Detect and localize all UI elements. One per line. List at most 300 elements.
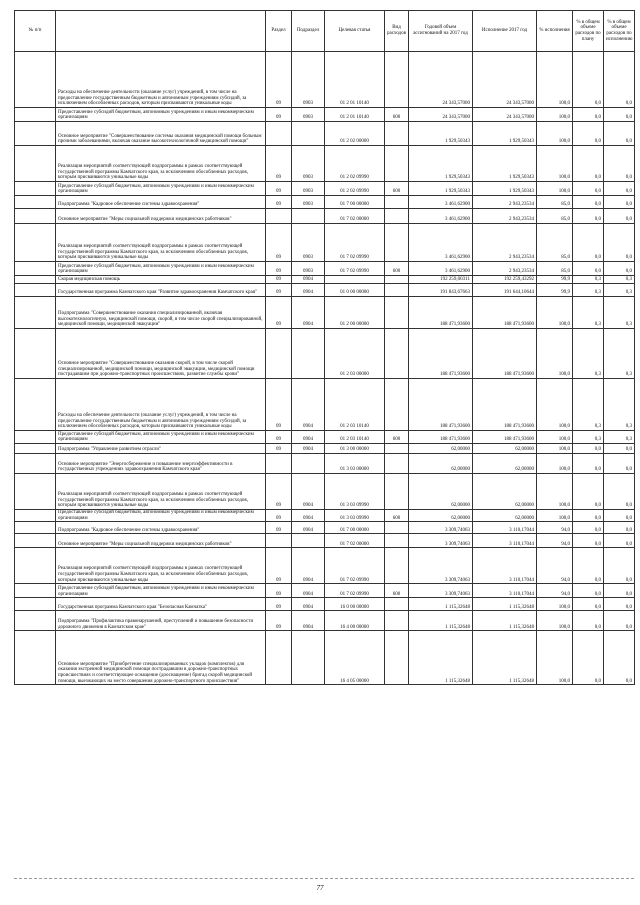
cell-executed: 2 943,23534 [473, 196, 537, 209]
cell-num [15, 182, 56, 196]
cell-pct-total: 0,0 [604, 534, 635, 548]
cell-expense-type [385, 474, 409, 510]
cell-annual: 62,00000 [409, 474, 473, 510]
table-row [15, 379, 635, 431]
cell-pct-exec: 100,0 [537, 297, 573, 329]
cell-pct-total: 0,0 [604, 584, 635, 598]
cell-pct-total: 0,3 [604, 379, 635, 431]
cell-executed: 188 471,93600 [473, 431, 537, 444]
header-pct-total: % в общем объеме расходов по исполнению [604, 11, 635, 52]
cell-target: 01 2 01 10140 [325, 108, 385, 122]
cell-target: 01 3 00 00000 [325, 444, 385, 454]
cell-name: Государственная программа Камчатского края "Безопасная Камчатка" [56, 598, 266, 611]
cell-expense-type: 600 [385, 431, 409, 444]
cell-pct-plan: 0,0 [573, 196, 604, 209]
cell-num [15, 276, 56, 284]
cell-target: 01 7 02 09990 [325, 262, 385, 276]
cell-executed: 1 929,50343 [473, 146, 537, 182]
cell-target [325, 276, 385, 284]
cell-executed: 62,00000 [473, 474, 537, 510]
cell-annual: 188 471,93600 [409, 297, 473, 329]
cell-annual: 1 115,32648 [409, 611, 473, 631]
cell-subsection [292, 209, 325, 224]
table-row [15, 146, 635, 182]
cell-section: 09 [266, 379, 292, 431]
cell-pct-total: 0,0 [604, 196, 635, 209]
cell-annual: 62,00000 [409, 454, 473, 474]
cell-target: 01 3 03 00000 [325, 454, 385, 474]
cell-pct-exec: 94,0 [537, 522, 573, 534]
cell-subsection: 0903 [292, 196, 325, 209]
cell-subsection [292, 534, 325, 548]
cell-expense-type [385, 196, 409, 209]
cell-subsection: 0904 [292, 276, 325, 284]
cell-name: Подпрограмма "Кадровое обеспечение системы здравоохранения" [56, 522, 266, 534]
cell-target: 01 2 03 00000 [325, 329, 385, 379]
cell-num [15, 431, 56, 444]
cell-executed: 62,00000 [473, 510, 537, 522]
cell-expense-type [385, 284, 409, 297]
cell-section [266, 329, 292, 379]
cell-num [15, 454, 56, 474]
cell-annual: 188 471,93600 [409, 431, 473, 444]
cell-pct-exec: 99,9 [537, 284, 573, 297]
table-row [15, 474, 635, 510]
cell-pct-exec: 94,0 [537, 534, 573, 548]
cell-pct-exec: 100,0 [537, 454, 573, 474]
table-row [15, 534, 635, 548]
cell-subsection: 0904 [292, 444, 325, 454]
cell-annual: 24 343,57000 [409, 52, 473, 108]
cell-section: 09 [266, 611, 292, 631]
cell-subsection: 0904 [292, 431, 325, 444]
cell-executed: 3 110,17044 [473, 548, 537, 584]
cell-pct-exec: 85,0 [537, 262, 573, 276]
cell-target: 01 3 03 09990 [325, 474, 385, 510]
header-executed: Исполнение 2017 год [473, 11, 537, 52]
cell-executed: 191 644,10644 [473, 284, 537, 297]
cell-executed: 1 115,32648 [473, 631, 537, 685]
cell-section [266, 454, 292, 474]
cell-pct-exec: 100,0 [537, 474, 573, 510]
budget-table [14, 10, 635, 685]
cell-pct-total: 0,0 [604, 444, 635, 454]
cell-pct-plan: 0,0 [573, 224, 604, 262]
cell-pct-total: 0,0 [604, 454, 635, 474]
cell-annual: 1 115,32648 [409, 598, 473, 611]
cell-pct-plan: 0,0 [573, 611, 604, 631]
cell-section: 09 [266, 598, 292, 611]
cell-expense-type [385, 548, 409, 584]
cell-pct-plan: 0,3 [573, 284, 604, 297]
cell-pct-total: 0,0 [604, 52, 635, 108]
cell-target: 01 7 02 09990 [325, 548, 385, 584]
cell-expense-type [385, 454, 409, 474]
cell-pct-exec: 100,0 [537, 146, 573, 182]
cell-name: Предоставление субсидий бюджетным, автономным учреждениям и иным некоммерческим организациям [56, 510, 266, 522]
cell-executed: 62,00000 [473, 454, 537, 474]
cell-pct-total: 0,0 [604, 510, 635, 522]
cell-section [266, 122, 292, 146]
cell-expense-type [385, 276, 409, 284]
cell-expense-type [385, 444, 409, 454]
cell-section: 09 [266, 146, 292, 182]
cell-num [15, 146, 56, 182]
cell-executed: 2 943,23534 [473, 224, 537, 262]
table-row [15, 598, 635, 611]
cell-pct-total: 0,0 [604, 108, 635, 122]
cell-pct-total: 0,0 [604, 224, 635, 262]
cell-name: Основное мероприятие "Меры социальной поддержки медицинских работников" [56, 534, 266, 548]
cell-expense-type [385, 224, 409, 262]
table-header-row [15, 11, 635, 52]
cell-pct-total: 0,3 [604, 276, 635, 284]
cell-expense-type [385, 122, 409, 146]
cell-subsection: 0904 [292, 379, 325, 431]
cell-pct-plan: 0,0 [573, 122, 604, 146]
cell-annual: 24 343,57000 [409, 108, 473, 122]
cell-executed: 1 115,32648 [473, 611, 537, 631]
cell-subsection: 0903 [292, 146, 325, 182]
cell-num [15, 224, 56, 262]
cell-target: 01 7 00 00000 [325, 522, 385, 534]
cell-expense-type [385, 631, 409, 685]
cell-subsection: 0904 [292, 297, 325, 329]
cell-expense-type [385, 146, 409, 182]
cell-section: 09 [266, 297, 292, 329]
cell-section: 09 [266, 196, 292, 209]
table-row [15, 276, 635, 284]
cell-expense-type [385, 611, 409, 631]
cell-annual: 1 929,50343 [409, 122, 473, 146]
cell-expense-type: 600 [385, 584, 409, 598]
table-row [15, 611, 635, 631]
cell-annual: 188 471,93600 [409, 379, 473, 431]
cell-pct-total: 0,0 [604, 182, 635, 196]
cell-section: 09 [266, 284, 292, 297]
cell-pct-plan: 0,3 [573, 431, 604, 444]
cell-num [15, 196, 56, 209]
cell-target: 01 2 02 09990 [325, 146, 385, 182]
cell-pct-plan: 0,3 [573, 329, 604, 379]
cell-pct-plan: 0,0 [573, 522, 604, 534]
cell-executed: 3 110,17044 [473, 534, 537, 548]
cell-subsection: 0904 [292, 474, 325, 510]
cell-annual: 3 461,62900 [409, 262, 473, 276]
cell-num [15, 631, 56, 685]
cell-pct-total: 0,0 [604, 631, 635, 685]
page-number: 77 [316, 884, 324, 892]
cell-subsection: 0904 [292, 522, 325, 534]
cell-pct-plan: 0,0 [573, 534, 604, 548]
cell-executed: 62,00000 [473, 444, 537, 454]
cell-pct-plan: 0,3 [573, 276, 604, 284]
cell-name: Реализация мероприятий соответствующей подпрограммы в рамках соответствующей государственной программы Камчатского края, за исключением обособленных расходов, которым присваиваются уникальные коды [56, 146, 266, 182]
cell-num [15, 444, 56, 454]
cell-pct-total: 0,0 [604, 611, 635, 631]
cell-expense-type [385, 329, 409, 379]
cell-section: 09 [266, 431, 292, 444]
cell-subsection: 0903 [292, 262, 325, 276]
cell-name: Государственная программа Камчатского края "Развитие здравоохранения Камчатского края" [56, 284, 266, 297]
cell-annual: 3 461,62900 [409, 196, 473, 209]
cell-pct-exec: 100,0 [537, 52, 573, 108]
cell-pct-plan: 0,0 [573, 510, 604, 522]
cell-target: 16 0 00 00000 [325, 598, 385, 611]
cell-section: 09 [266, 182, 292, 196]
cell-num [15, 122, 56, 146]
table-row [15, 454, 635, 474]
cell-name: Основное мероприятие "Приобретение специализированных укладок (комплектов) для оказания экстренной медицинской помощи пострадавшим в дорожно-транспортных происшествиях и соответствующее оснащение (дооснащение) бригад скорой медицинской помощи, выезжающих на место совершения дорожно-транспортного происшествия" [56, 631, 266, 685]
cell-name: Предоставление субсидий бюджетным, автономным учреждениям и иным некоммерческим организациям [56, 182, 266, 196]
cell-target: 01 0 00 00000 [325, 284, 385, 297]
cell-target: 01 2 01 10140 [325, 52, 385, 108]
cell-pct-plan: 0,0 [573, 454, 604, 474]
cell-annual: 3 309,74063 [409, 522, 473, 534]
cell-pct-exec: 100,0 [537, 631, 573, 685]
cell-annual: 1 115,32648 [409, 631, 473, 685]
cell-executed: 192 259,43292 [473, 276, 537, 284]
table-row [15, 548, 635, 584]
cell-num [15, 522, 56, 534]
cell-num [15, 510, 56, 522]
cell-pct-total: 0,3 [604, 329, 635, 379]
cell-pct-exec: 94,0 [537, 548, 573, 584]
cell-expense-type [385, 297, 409, 329]
cell-target: 16 4 05 00000 [325, 631, 385, 685]
table-row [15, 297, 635, 329]
cell-pct-plan: 0,0 [573, 584, 604, 598]
cell-executed: 24 343,57000 [473, 52, 537, 108]
cell-name: Подпрограмма "Совершенствование оказания специализированной, включая высокотехнологичную, медицинской помощи, скорой, в том числе скорой специализированной, медицинской помощи, медицинской эвакуации" [56, 297, 266, 329]
cell-pct-plan: 0,0 [573, 474, 604, 510]
cell-num [15, 598, 56, 611]
table-row [15, 329, 635, 379]
cell-target: 01 2 00 00000 [325, 297, 385, 329]
cell-name: Основное мероприятие "Энергосбережение и повышение энергоэффективности в государственных учреждениях здравоохранения Камчатского края" [56, 454, 266, 474]
header-subsection: Подраздел [292, 11, 325, 52]
cell-subsection: 0904 [292, 611, 325, 631]
cell-target: 01 2 03 10140 [325, 379, 385, 431]
cell-executed: 1 115,32648 [473, 598, 537, 611]
cell-num [15, 108, 56, 122]
cell-executed: 188 471,93600 [473, 379, 537, 431]
cell-section: 09 [266, 276, 292, 284]
cell-target: 01 7 02 09990 [325, 224, 385, 262]
cell-section: 09 [266, 548, 292, 584]
cell-target: 01 7 00 00000 [325, 196, 385, 209]
table-row [15, 182, 635, 196]
cell-name: Реализация мероприятий соответствующей подпрограммы в рамках соответствующей государственной программы Камчатского края, за исключением обособленных расходов, которым присваиваются уникальные коды [56, 224, 266, 262]
cell-num [15, 534, 56, 548]
cell-pct-exec: 100,0 [537, 379, 573, 431]
cell-annual: 188 471,93600 [409, 329, 473, 379]
cell-pct-total: 0,0 [604, 209, 635, 224]
table-row [15, 444, 635, 454]
cell-executed: 188 471,93600 [473, 297, 537, 329]
cell-pct-plan: 0,0 [573, 52, 604, 108]
cell-pct-total: 0,0 [604, 522, 635, 534]
cell-section: 09 [266, 522, 292, 534]
cell-pct-exec: 100,0 [537, 598, 573, 611]
cell-pct-exec: 100,0 [537, 510, 573, 522]
cell-section: 09 [266, 510, 292, 522]
cell-subsection [292, 454, 325, 474]
cell-pct-total: 0,3 [604, 297, 635, 329]
cell-num [15, 297, 56, 329]
cell-annual: 191 843,67663 [409, 284, 473, 297]
cell-subsection [292, 631, 325, 685]
cell-target: 01 2 02 09990 [325, 182, 385, 196]
cell-target: 01 2 03 10140 [325, 431, 385, 444]
cell-pct-plan: 0,0 [573, 182, 604, 196]
cell-pct-exec: 100,0 [537, 108, 573, 122]
cell-subsection: 0903 [292, 52, 325, 108]
cell-num [15, 284, 56, 297]
cell-expense-type: 600 [385, 510, 409, 522]
table-row [15, 196, 635, 209]
cell-subsection [292, 122, 325, 146]
cell-pct-exec: 99,9 [537, 276, 573, 284]
cell-expense-type [385, 598, 409, 611]
cell-executed: 2 943,23534 [473, 209, 537, 224]
cell-subsection [292, 329, 325, 379]
table-row [15, 209, 635, 224]
cell-pct-total: 0,3 [604, 284, 635, 297]
budget-execution-sheet [14, 10, 634, 685]
cell-annual: 3 309,74063 [409, 548, 473, 584]
cell-subsection: 0903 [292, 224, 325, 262]
cell-pct-total: 0,0 [604, 548, 635, 584]
cell-target: 01 7 02 00000 [325, 534, 385, 548]
cell-section: 09 [266, 584, 292, 598]
cell-num [15, 611, 56, 631]
cell-pct-total: 0,3 [604, 431, 635, 444]
cell-name: Основное мероприятие "Меры социальной поддержки медицинских работников" [56, 209, 266, 224]
cell-subsection: 0903 [292, 182, 325, 196]
cell-name: Расходы на обеспечение деятельности (оказание услуг) учреждений, в том числе на предоставление государственным бюджетным и автономным учреждениям субсидий, за исключением обособленных расходов, которым присваиваются уникальные коды [56, 379, 266, 431]
cell-pct-exec: 100,0 [537, 611, 573, 631]
cell-target: 01 2 02 00000 [325, 122, 385, 146]
cell-name: Подпрограмма "Профилактика правонарушений, преступлений и повышение безопасности дорожного движения в Камчатском крае" [56, 611, 266, 631]
table-row [15, 631, 635, 685]
cell-pct-plan: 0,3 [573, 379, 604, 431]
cell-annual: 62,00000 [409, 444, 473, 454]
cell-pct-exec: 100,0 [537, 329, 573, 379]
cell-target: 16 4 00 00000 [325, 611, 385, 631]
cell-subsection: 0904 [292, 284, 325, 297]
cell-pct-exec: 94,0 [537, 584, 573, 598]
table-row [15, 431, 635, 444]
cell-pct-exec: 100,0 [537, 431, 573, 444]
cell-name: Предоставление субсидий бюджетным, автономным учреждениям и иным некоммерческим организациям [56, 584, 266, 598]
cell-pct-total: 0,0 [604, 474, 635, 510]
cell-annual: 1 929,50343 [409, 182, 473, 196]
header-annual: Годовой объем ассигнований на 2017 год [409, 11, 473, 52]
cell-num [15, 209, 56, 224]
cell-subsection: 0904 [292, 598, 325, 611]
cell-name: Реализация мероприятий соответствующей подпрограммы в рамках соответствующей государственной программы Камчатского края, за исключением обособленных расходов, которым присваиваются уникальные коды [56, 474, 266, 510]
cell-section: 09 [266, 52, 292, 108]
cell-pct-plan: 0,0 [573, 146, 604, 182]
cell-pct-plan: 0,0 [573, 262, 604, 276]
cell-num [15, 262, 56, 276]
cell-section: 09 [266, 224, 292, 262]
cell-name: Расходы на обеспечение деятельности (оказание услуг) учреждений, в том числе на предоставление государственным бюджетным и автономным учреждениям субсидий, за исключением обособленных расходов, которым присваиваются уникальные коды [56, 52, 266, 108]
cell-name: Основное мероприятие "Совершенствование системы оказания медицинской помощи больным прочими заболеваниями, включая оказание высокотехнологичной медицинской помощи" [56, 122, 266, 146]
cell-executed: 2 943,23534 [473, 262, 537, 276]
header-name [56, 11, 266, 52]
table-row [15, 584, 635, 598]
cell-name: Предоставление субсидий бюджетным, автономным учреждениям и иным некоммерческим организациям [56, 262, 266, 276]
cell-subsection: 0904 [292, 548, 325, 584]
cell-name: Основное мероприятие "Совершенствование оказания скорой, в том числе скорой специализированной, медицинской помощи, медицинской эвакуации, медицинской помощи пострадавшим при дорожно-транспортных происшествиях, развитие службы крови" [56, 329, 266, 379]
cell-target: 01 3 03 09990 [325, 510, 385, 522]
cell-subsection: 0904 [292, 510, 325, 522]
table-row [15, 108, 635, 122]
cell-target: 01 7 02 09990 [325, 584, 385, 598]
cell-name: Предоставление субсидий бюджетным, автономным учреждениям и иным некоммерческим организациям [56, 431, 266, 444]
cell-name: Подпрограмма "Управление развитием отрасли" [56, 444, 266, 454]
cell-name: Предоставление субсидий бюджетным, автономным учреждениям и иным некоммерческим организациям [56, 108, 266, 122]
cell-expense-type [385, 522, 409, 534]
cell-subsection: 0904 [292, 584, 325, 598]
cell-name: Скорая медицинская помощь [56, 276, 266, 284]
cell-num [15, 548, 56, 584]
cell-executed: 3 110,17044 [473, 522, 537, 534]
table-row [15, 284, 635, 297]
cell-target: 01 7 02 00000 [325, 209, 385, 224]
cell-num [15, 474, 56, 510]
cell-pct-plan: 0,0 [573, 209, 604, 224]
cell-expense-type: 600 [385, 182, 409, 196]
cell-executed: 3 110,17044 [473, 584, 537, 598]
cell-pct-plan: 0,0 [573, 548, 604, 584]
cell-section: 09 [266, 108, 292, 122]
cell-annual: 1 929,50343 [409, 146, 473, 182]
cell-pct-exec: 100,0 [537, 182, 573, 196]
cell-pct-plan: 0,0 [573, 108, 604, 122]
table-row [15, 262, 635, 276]
table-row [15, 122, 635, 146]
cell-pct-plan: 0,0 [573, 631, 604, 685]
cell-pct-exec: 100,0 [537, 444, 573, 454]
header-target: Целевая статья [325, 11, 385, 52]
cell-annual: 62,00000 [409, 510, 473, 522]
cell-num [15, 329, 56, 379]
cell-executed: 24 343,57000 [473, 108, 537, 122]
cell-annual: 3 309,74063 [409, 584, 473, 598]
cell-num [15, 379, 56, 431]
cell-name: Подпрограмма "Кадровое обеспечение системы здравоохранения" [56, 196, 266, 209]
cell-expense-type [385, 209, 409, 224]
cell-pct-exec: 85,0 [537, 209, 573, 224]
cell-subsection: 0903 [292, 108, 325, 122]
cell-section [266, 631, 292, 685]
cell-expense-type: 600 [385, 262, 409, 276]
header-section: Раздел [266, 11, 292, 52]
cell-expense-type [385, 534, 409, 548]
header-pct-plan: % в общем объеме расходов по плану [573, 11, 604, 52]
cell-pct-exec: 100,0 [537, 122, 573, 146]
header-expense-type: Вид расходов [385, 11, 409, 52]
cell-pct-total: 0,0 [604, 598, 635, 611]
footer-divider [14, 878, 634, 879]
cell-pct-plan: 0,0 [573, 444, 604, 454]
cell-executed: 188 471,93600 [473, 329, 537, 379]
cell-num [15, 584, 56, 598]
table-row [15, 510, 635, 522]
